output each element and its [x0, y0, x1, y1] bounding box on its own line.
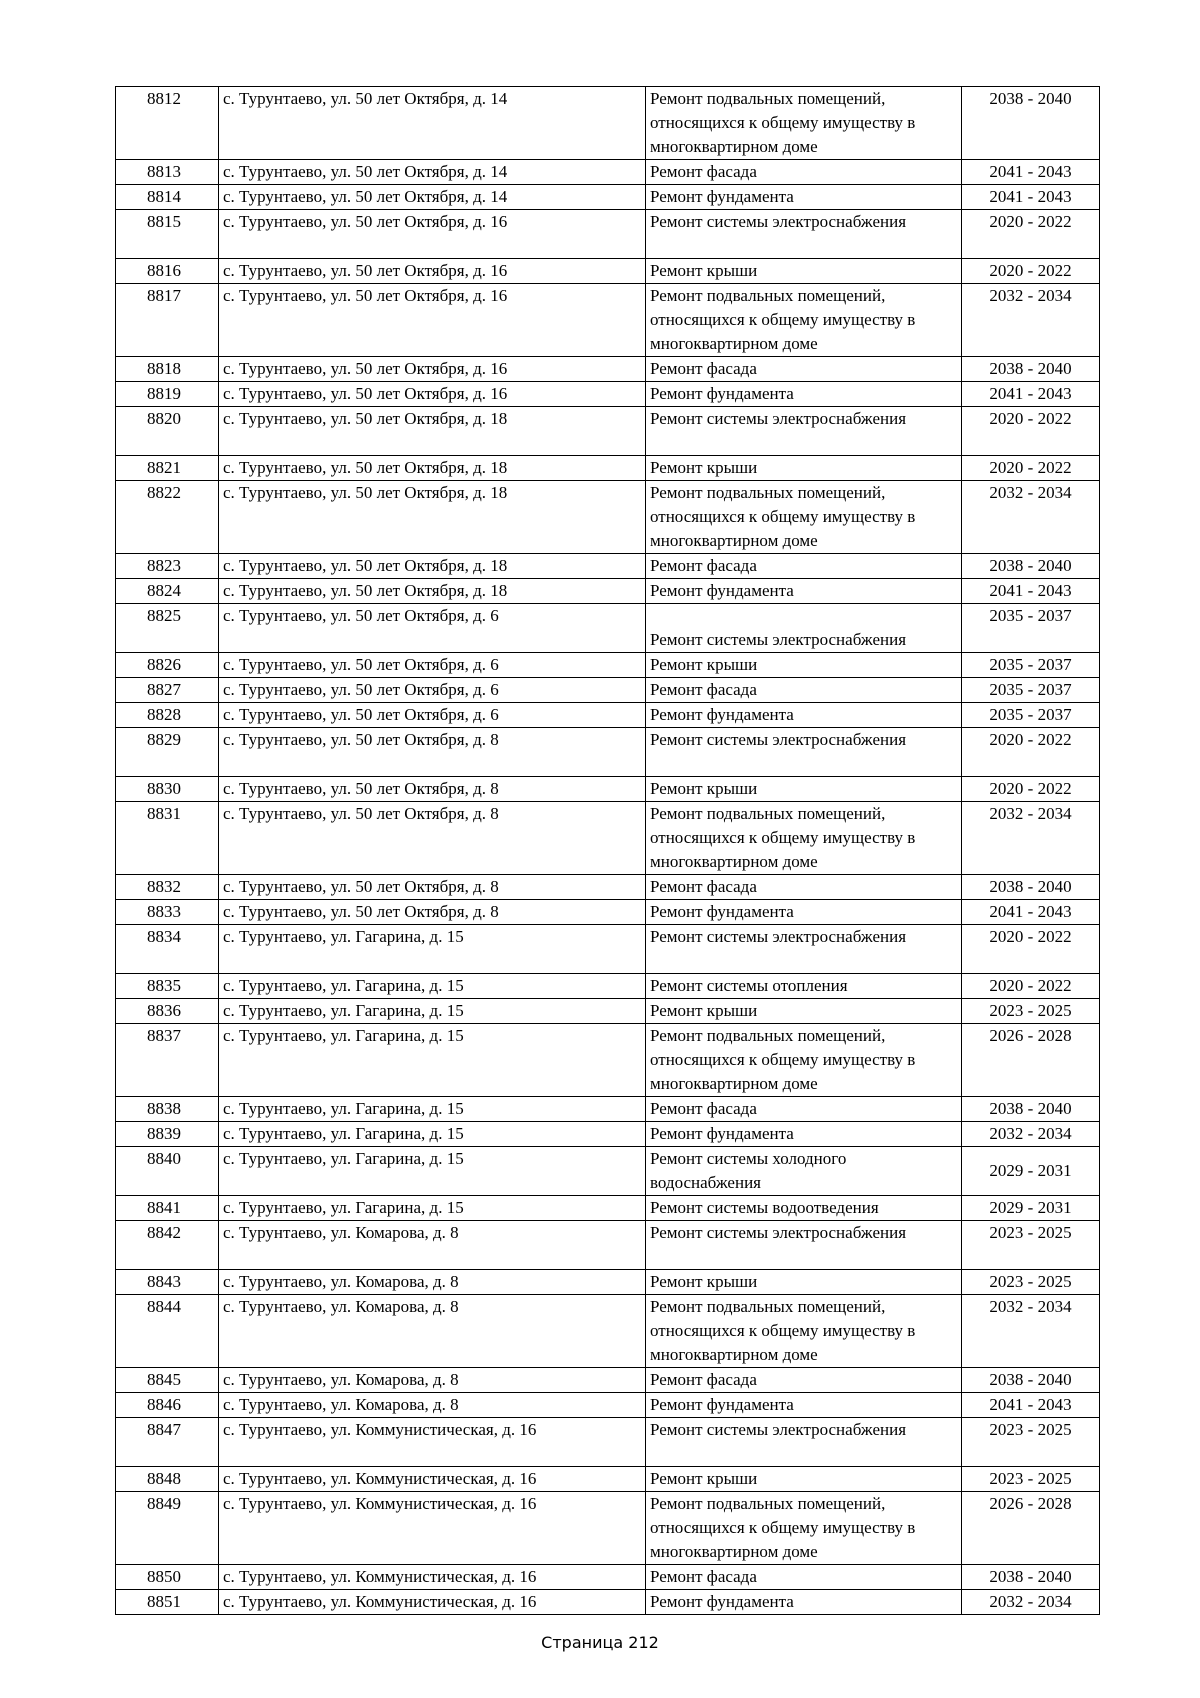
row-address: с. Турунтаево, ул. 50 лет Октября, д. 16: [219, 357, 646, 382]
table-row: [116, 1590, 1100, 1615]
table-row: [116, 407, 1100, 456]
row-address: с. Турунтаево, ул. Коммунистическая, д. 16: [219, 1492, 646, 1565]
row-address: с. Турунтаево, ул. 50 лет Октября, д. 6: [219, 678, 646, 703]
table-row: [116, 87, 1100, 160]
row-address: с. Турунтаево, ул. Гагарина, д. 15: [219, 1122, 646, 1147]
row-address: с. Турунтаево, ул. Гагарина, д. 15: [219, 974, 646, 999]
table-row: [116, 160, 1100, 185]
row-number: 8827: [116, 678, 219, 703]
row-work-type: Ремонт системы электроснабжения: [646, 1418, 962, 1467]
table-row: [116, 284, 1100, 357]
row-period: 2026 - 2028: [962, 1024, 1100, 1097]
row-work-type: Ремонт фундамента: [646, 1393, 962, 1418]
row-period: 2035 - 2037: [962, 653, 1100, 678]
row-period: 2032 - 2034: [962, 1122, 1100, 1147]
repair-schedule-table: [115, 86, 1100, 1615]
row-period: 2020 - 2022: [962, 407, 1100, 456]
table-row: [116, 604, 1100, 653]
row-work-type: Ремонт крыши: [646, 259, 962, 284]
row-period: 2020 - 2022: [962, 210, 1100, 259]
row-period: 2038 - 2040: [962, 875, 1100, 900]
row-period: 2020 - 2022: [962, 925, 1100, 974]
table-row: [116, 1368, 1100, 1393]
row-work-type: Ремонт фасада: [646, 678, 962, 703]
row-period: 2032 - 2034: [962, 1295, 1100, 1368]
row-work-type: Ремонт системы электроснабжения: [646, 407, 962, 456]
row-number: 8812: [116, 87, 219, 160]
row-address: с. Турунтаево, ул. Комарова, д. 8: [219, 1393, 646, 1418]
row-period: 2032 - 2034: [962, 284, 1100, 357]
row-period: 2023 - 2025: [962, 1418, 1100, 1467]
row-address: с. Турунтаево, ул. 50 лет Октября, д. 18: [219, 456, 646, 481]
row-number: 8840: [116, 1147, 219, 1196]
table-row: [116, 802, 1100, 875]
row-period: 2038 - 2040: [962, 1565, 1100, 1590]
row-address: с. Турунтаево, ул. 50 лет Октября, д. 14: [219, 87, 646, 160]
row-period: 2038 - 2040: [962, 554, 1100, 579]
row-address: с. Турунтаево, ул. 50 лет Октября, д. 16: [219, 259, 646, 284]
row-number: 8825: [116, 604, 219, 653]
row-address: с. Турунтаево, ул. 50 лет Октября, д. 8: [219, 900, 646, 925]
row-work-type: Ремонт фундамента: [646, 382, 962, 407]
row-period: 2020 - 2022: [962, 728, 1100, 777]
table-row: [116, 357, 1100, 382]
table-row: [116, 1393, 1100, 1418]
row-address: с. Турунтаево, ул. Комарова, д. 8: [219, 1295, 646, 1368]
row-address: с. Турунтаево, ул. 50 лет Октября, д. 16: [219, 284, 646, 357]
table-row: [116, 185, 1100, 210]
row-address: с. Турунтаево, ул. 50 лет Октября, д. 16: [219, 210, 646, 259]
table-row: [116, 1418, 1100, 1467]
table-row: [116, 1097, 1100, 1122]
row-work-type: Ремонт системы электроснабжения: [646, 925, 962, 974]
row-work-type: Ремонт крыши: [646, 999, 962, 1024]
table-row: [116, 1467, 1100, 1492]
row-number: 8830: [116, 777, 219, 802]
row-period: 2020 - 2022: [962, 456, 1100, 481]
row-period: 2041 - 2043: [962, 579, 1100, 604]
row-period: 2032 - 2034: [962, 1590, 1100, 1615]
row-work-type: Ремонт подвальных помещений, относящихся к общему имуществу в многоквартирном доме: [646, 87, 962, 160]
row-period: 2035 - 2037: [962, 604, 1100, 653]
table-row: [116, 1270, 1100, 1295]
row-work-type: Ремонт системы водоотведения: [646, 1196, 962, 1221]
row-work-type: Ремонт подвальных помещений, относящихся к общему имуществу в многоквартирном доме: [646, 481, 962, 554]
row-work-type: Ремонт фундамента: [646, 1122, 962, 1147]
table-row: [116, 1122, 1100, 1147]
row-period: 2038 - 2040: [962, 357, 1100, 382]
row-work-type: Ремонт подвальных помещений, относящихся к общему имуществу в многоквартирном доме: [646, 1024, 962, 1097]
row-period: 2035 - 2037: [962, 703, 1100, 728]
row-address: с. Турунтаево, ул. 50 лет Октября, д. 6: [219, 703, 646, 728]
row-address: с. Турунтаево, ул. Комарова, д. 8: [219, 1221, 646, 1270]
row-work-type: Ремонт фасада: [646, 160, 962, 185]
row-number: 8838: [116, 1097, 219, 1122]
table-row: [116, 259, 1100, 284]
row-work-type: Ремонт системы холодного водоснабжения: [646, 1147, 962, 1196]
row-period: 2041 - 2043: [962, 1393, 1100, 1418]
row-address: с. Турунтаево, ул. 50 лет Октября, д. 8: [219, 802, 646, 875]
row-number: 8813: [116, 160, 219, 185]
row-number: 8819: [116, 382, 219, 407]
row-work-type: Ремонт фасада: [646, 1097, 962, 1122]
row-address: с. Турунтаево, ул. Гагарина, д. 15: [219, 1147, 646, 1196]
row-address: с. Турунтаево, ул. 50 лет Октября, д. 8: [219, 875, 646, 900]
table-row: [116, 210, 1100, 259]
row-work-type: Ремонт фундамента: [646, 579, 962, 604]
row-address: с. Турунтаево, ул. Гагарина, д. 15: [219, 999, 646, 1024]
table-row: [116, 703, 1100, 728]
row-address: с. Турунтаево, ул. Коммунистическая, д. 16: [219, 1467, 646, 1492]
row-number: 8823: [116, 554, 219, 579]
table-row: [116, 1492, 1100, 1565]
row-address: с. Турунтаево, ул. Комарова, д. 8: [219, 1270, 646, 1295]
table-row: [116, 678, 1100, 703]
row-number: 8824: [116, 579, 219, 604]
row-period: 2041 - 2043: [962, 900, 1100, 925]
table-row: [116, 875, 1100, 900]
row-number: 8831: [116, 802, 219, 875]
row-number: 8821: [116, 456, 219, 481]
row-number: 8832: [116, 875, 219, 900]
row-address: с. Турунтаево, ул. 50 лет Октября, д. 18: [219, 481, 646, 554]
row-number: 8817: [116, 284, 219, 357]
row-address: с. Турунтаево, ул. 50 лет Октября, д. 8: [219, 777, 646, 802]
table-row: [116, 925, 1100, 974]
row-address: с. Турунтаево, ул. Гагарина, д. 15: [219, 1196, 646, 1221]
page-number: Страница 212: [541, 1633, 659, 1652]
row-address: с. Турунтаево, ул. Коммунистическая, д. 16: [219, 1418, 646, 1467]
row-work-type: Ремонт крыши: [646, 1467, 962, 1492]
table-row: [116, 728, 1100, 777]
row-work-type: Ремонт системы электроснабжения: [646, 210, 962, 259]
row-period: 2041 - 2043: [962, 382, 1100, 407]
table-row: [116, 777, 1100, 802]
row-work-type: Ремонт крыши: [646, 1270, 962, 1295]
row-number: 8851: [116, 1590, 219, 1615]
row-number: 8820: [116, 407, 219, 456]
row-period: 2020 - 2022: [962, 777, 1100, 802]
table-row: [116, 1221, 1100, 1270]
row-address: с. Турунтаево, ул. Коммунистическая, д. 16: [219, 1590, 646, 1615]
row-address: с. Турунтаево, ул. Комарова, д. 8: [219, 1368, 646, 1393]
table-row: [116, 1295, 1100, 1368]
row-work-type: Ремонт фундамента: [646, 185, 962, 210]
row-period: 2023 - 2025: [962, 1270, 1100, 1295]
row-period: 2035 - 2037: [962, 678, 1100, 703]
table-row: [116, 900, 1100, 925]
row-work-type: Ремонт системы электроснабжения: [646, 1221, 962, 1270]
row-number: 8834: [116, 925, 219, 974]
table-row: [116, 1147, 1100, 1196]
row-period: 2020 - 2022: [962, 974, 1100, 999]
row-number: 8847: [116, 1418, 219, 1467]
row-address: с. Турунтаево, ул. 50 лет Октября, д. 14: [219, 160, 646, 185]
row-work-type: Ремонт фундамента: [646, 703, 962, 728]
row-number: 8814: [116, 185, 219, 210]
row-number: 8848: [116, 1467, 219, 1492]
row-period: 2029 - 2031: [962, 1147, 1100, 1196]
row-number: 8833: [116, 900, 219, 925]
row-period: 2023 - 2025: [962, 999, 1100, 1024]
row-period: 2029 - 2031: [962, 1196, 1100, 1221]
table-row: [116, 579, 1100, 604]
row-number: 8818: [116, 357, 219, 382]
table-row: [116, 1024, 1100, 1097]
row-number: 8837: [116, 1024, 219, 1097]
row-work-type: Ремонт крыши: [646, 653, 962, 678]
row-period: 2023 - 2025: [962, 1467, 1100, 1492]
row-number: 8842: [116, 1221, 219, 1270]
row-number: 8826: [116, 653, 219, 678]
row-number: 8850: [116, 1565, 219, 1590]
row-number: 8835: [116, 974, 219, 999]
row-period: 2026 - 2028: [962, 1492, 1100, 1565]
row-address: с. Турунтаево, ул. Гагарина, д. 15: [219, 1097, 646, 1122]
row-address: с. Турунтаево, ул. 50 лет Октября, д. 6: [219, 604, 646, 653]
row-address: с. Турунтаево, ул. 50 лет Октября, д. 18: [219, 579, 646, 604]
row-number: 8846: [116, 1393, 219, 1418]
table-row: [116, 456, 1100, 481]
row-period: 2032 - 2034: [962, 481, 1100, 554]
table-row: [116, 974, 1100, 999]
row-period: 2041 - 2043: [962, 185, 1100, 210]
row-number: 8844: [116, 1295, 219, 1368]
row-number: 8849: [116, 1492, 219, 1565]
row-address: с. Турунтаево, ул. 50 лет Октября, д. 8: [219, 728, 646, 777]
table-row: [116, 999, 1100, 1024]
table-row: [116, 1196, 1100, 1221]
row-address: с. Турунтаево, ул. Коммунистическая, д. 16: [219, 1565, 646, 1590]
row-work-type: Ремонт фундамента: [646, 900, 962, 925]
row-number: 8841: [116, 1196, 219, 1221]
row-period: 2020 - 2022: [962, 259, 1100, 284]
table-row: [116, 1565, 1100, 1590]
row-number: 8829: [116, 728, 219, 777]
row-number: 8845: [116, 1368, 219, 1393]
row-work-type: Ремонт фасада: [646, 875, 962, 900]
row-address: с. Турунтаево, ул. 50 лет Октября, д. 6: [219, 653, 646, 678]
row-period: 2038 - 2040: [962, 1368, 1100, 1393]
row-work-type: Ремонт подвальных помещений, относящихся к общему имуществу в многоквартирном доме: [646, 284, 962, 357]
row-work-type: Ремонт фасада: [646, 357, 962, 382]
row-number: 8839: [116, 1122, 219, 1147]
row-work-type: Ремонт системы электроснабжения: [646, 604, 962, 653]
table-row: [116, 554, 1100, 579]
row-period: 2038 - 2040: [962, 87, 1100, 160]
row-work-type: Ремонт фундамента: [646, 1590, 962, 1615]
row-work-type: Ремонт системы отопления: [646, 974, 962, 999]
row-number: 8815: [116, 210, 219, 259]
row-number: 8822: [116, 481, 219, 554]
row-period: 2023 - 2025: [962, 1221, 1100, 1270]
row-number: 8836: [116, 999, 219, 1024]
table-row: [116, 653, 1100, 678]
row-period: 2032 - 2034: [962, 802, 1100, 875]
row-work-type: Ремонт подвальных помещений, относящихся к общему имуществу в многоквартирном доме: [646, 1295, 962, 1368]
row-number: 8828: [116, 703, 219, 728]
row-address: с. Турунтаево, ул. 50 лет Октября, д. 14: [219, 185, 646, 210]
row-number: 8816: [116, 259, 219, 284]
row-address: с. Турунтаево, ул. Гагарина, д. 15: [219, 925, 646, 974]
row-work-type: Ремонт системы электроснабжения: [646, 728, 962, 777]
table-row: [116, 382, 1100, 407]
row-period: 2041 - 2043: [962, 160, 1100, 185]
row-address: с. Турунтаево, ул. Гагарина, д. 15: [219, 1024, 646, 1097]
row-address: с. Турунтаево, ул. 50 лет Октября, д. 18: [219, 407, 646, 456]
row-work-type: Ремонт подвальных помещений, относящихся к общему имуществу в многоквартирном доме: [646, 1492, 962, 1565]
row-work-type: Ремонт крыши: [646, 777, 962, 802]
row-work-type: Ремонт подвальных помещений, относящихся к общему имуществу в многоквартирном доме: [646, 802, 962, 875]
table-row: [116, 481, 1100, 554]
row-work-type: Ремонт фасада: [646, 554, 962, 579]
row-work-type: Ремонт крыши: [646, 456, 962, 481]
row-work-type: Ремонт фасада: [646, 1368, 962, 1393]
row-address: с. Турунтаево, ул. 50 лет Октября, д. 18: [219, 554, 646, 579]
row-number: 8843: [116, 1270, 219, 1295]
row-period: 2038 - 2040: [962, 1097, 1100, 1122]
row-address: с. Турунтаево, ул. 50 лет Октября, д. 16: [219, 382, 646, 407]
row-work-type: Ремонт фасада: [646, 1565, 962, 1590]
